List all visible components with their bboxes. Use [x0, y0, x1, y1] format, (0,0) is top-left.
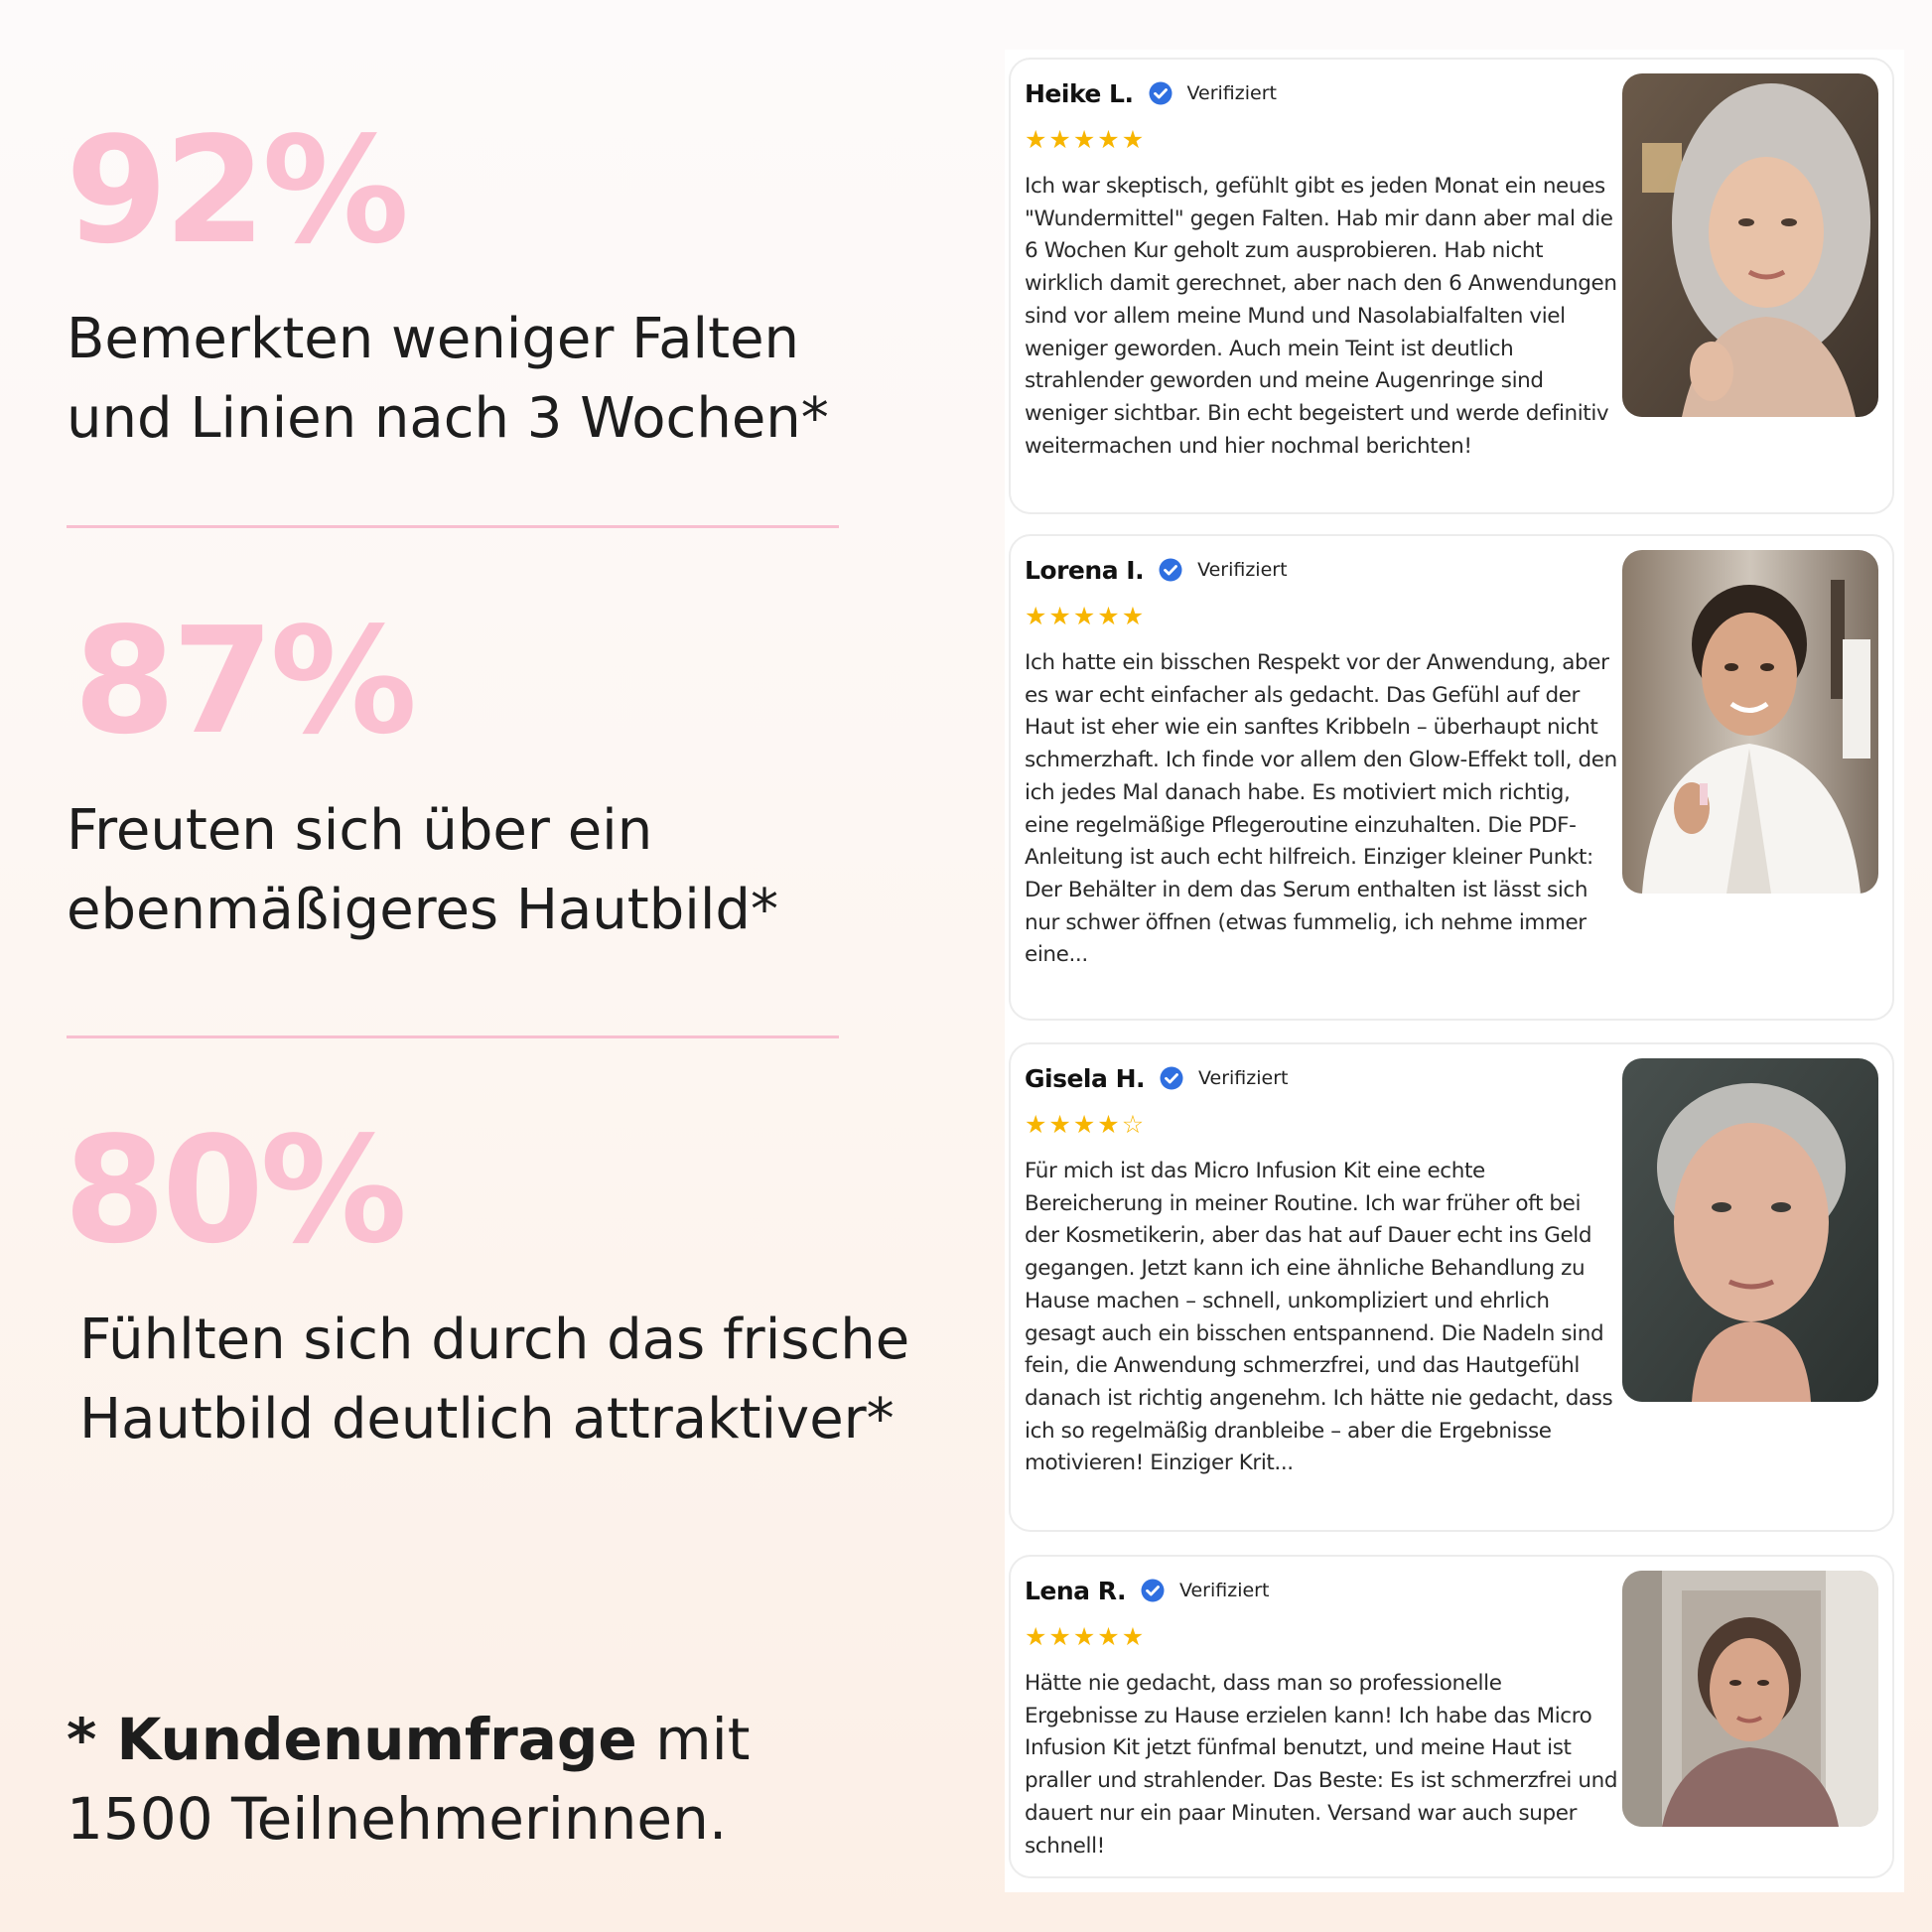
verified-label: Verifiziert — [1178, 1580, 1270, 1601]
verified-check-icon — [1148, 80, 1173, 106]
star-icon: ★ — [1048, 602, 1071, 630]
review-header — [1025, 550, 1620, 590]
reviewer-name: Gisela H. — [1025, 1063, 1145, 1093]
survey-footnote — [67, 1700, 751, 1859]
stat-description-line: Freuten sich über ein — [67, 798, 653, 863]
star-icon: ★ — [1048, 1622, 1071, 1651]
star-rating — [1025, 123, 1620, 157]
stat-description-line: Bemerkten weniger Falten — [67, 307, 800, 371]
star-icon: ★ — [1097, 1110, 1120, 1139]
star-icon: ★ — [1072, 1110, 1096, 1139]
reviewer-photo-icon — [1622, 1571, 1878, 1827]
stat-description — [67, 300, 829, 459]
star-icon: ★ — [1048, 125, 1071, 154]
review-card — [1009, 1042, 1894, 1532]
footnote-bold: * Kundenumfrage — [67, 1706, 637, 1773]
star-icon: ★ — [1025, 602, 1047, 630]
stat-description-line: Hautbild deutlich attraktiver* — [79, 1387, 895, 1451]
review-card — [1009, 534, 1894, 1021]
verified-label: Verifiziert — [1198, 1067, 1289, 1089]
star-icon: ★ — [1121, 602, 1145, 630]
star-icon: ★ — [1025, 1110, 1047, 1139]
verified-check-icon — [1159, 1065, 1184, 1091]
star-rating — [1025, 1620, 1620, 1654]
stat-percent: 87% — [73, 596, 414, 766]
stat-description-line: und Linien nach 3 Wochen* — [67, 386, 829, 451]
star-outline-icon: ☆ — [1121, 1110, 1145, 1139]
footnote-line-1 — [67, 1700, 751, 1779]
footnote-line-2: 1500 Teilnehmerinnen. — [67, 1785, 728, 1853]
review-header — [1025, 1058, 1620, 1098]
star-icon: ★ — [1048, 1110, 1071, 1139]
footnote-rest: mit — [636, 1706, 751, 1773]
stat-description — [79, 1301, 909, 1459]
divider — [67, 1035, 839, 1038]
verified-label: Verifiziert — [1186, 82, 1277, 104]
review-header — [1025, 1571, 1620, 1610]
verified-check-icon — [1140, 1578, 1166, 1603]
verified-label: Verifiziert — [1197, 559, 1288, 581]
star-icon: ★ — [1121, 1622, 1145, 1651]
review-card — [1009, 1555, 1894, 1878]
reviewer-photo-icon — [1622, 1058, 1878, 1402]
stat-description — [67, 791, 778, 950]
star-icon: ★ — [1025, 125, 1047, 154]
review-text: Hätte nie gedacht, dass man so professionelle Ergebnisse zu Hause erzielen kann! Ich habe das Micro Infusion Kit jetzt fünfmal benutzt, und meine Haut ist praller und strahlender. Das Beste: Es ist schmerzfrei und dauert nur ein paar Minuten. Versand war auch super schnell! — [1025, 1671, 1618, 1859]
star-icon: ★ — [1072, 602, 1096, 630]
review-header — [1025, 73, 1620, 113]
star-icon: ★ — [1072, 125, 1096, 154]
verified-check-icon — [1158, 557, 1183, 583]
divider — [67, 525, 839, 528]
star-icon: ★ — [1121, 125, 1145, 154]
reviewer-name: Lena R. — [1025, 1576, 1126, 1605]
stat-percent: 92% — [66, 105, 406, 276]
review-text: Ich war skeptisch, gefühlt gibt es jeden Monat ein neues "Wundermittel" gegen Falten. Hab mir dann aber mal die 6 Wochen Kur geholt zum ausprobieren. Hab nicht wirklich damit gerechnet, aber nach den 6 Anwendungen sind vor allem meine Mund und Nasolabialfalten viel weniger geworden. Auch mein Teint ist deutlich strahlender geworden und meine Augenringe sind weniger sichtbar. Bin echt begeistert und werde definitiv weitermachen und hier nochmal berichten! — [1025, 174, 1617, 459]
star-icon: ★ — [1072, 1622, 1096, 1651]
review-content — [1025, 1058, 1620, 1480]
star-rating — [1025, 1108, 1620, 1142]
stat-description-line: ebenmäßigeres Hautbild* — [67, 878, 778, 942]
reviewer-name: Heike L. — [1025, 78, 1134, 108]
review-card — [1009, 58, 1894, 514]
star-icon: ★ — [1097, 1622, 1120, 1651]
star-icon: ★ — [1097, 125, 1120, 154]
star-icon: ★ — [1097, 602, 1120, 630]
stat-percent: 80% — [64, 1105, 404, 1276]
reviewer-photo-icon — [1622, 73, 1878, 417]
stat-description-line: Fühlten sich durch das frische — [79, 1308, 910, 1372]
review-content — [1025, 1571, 1620, 1863]
star-icon: ★ — [1025, 1622, 1047, 1651]
review-text: Für mich ist das Micro Infusion Kit eine echte Bereicherung in meiner Routine. Ich war früher oft bei der Kosmetikerin, aber das hat auf Dauer echt ins Geld gegangen. Jetzt kann ich eine ähnliche Behandlung zu Hause machen – schnell, unkompliziert und ehrlich gesagt auch ein bisschen entspannend. Die Nadeln sind fein, die Anwendung schmerzfrei, und das Hautgefühl danach ist richtig angenehm. Ich hätte nie gedacht, dass ich so regelmäßig dranbleibe – aber die Ergebnisse motivieren! Einziger Krit... — [1025, 1159, 1613, 1476]
review-text: Ich hatte ein bisschen Respekt vor der Anwendung, aber es war echt einfacher als gedacht. Das Gefühl auf der Haut ist eher wie ein sanftes Kribbeln – überhaupt nicht schmerzhaft. Ich finde vor allem den Glow-Effekt toll, den ich jedes Mal danach habe. Es motiviert mich richtig, eine regelmäßige Pflegeroutine einzuhalten. Die PDF-Anleitung ist auch echt hilfreich. Einziger kleiner Punkt: Der Behälter in dem das Serum enthalten ist lässt sich nur schwer öffnen (etwas fummelig, ich nehme immer eine... — [1025, 650, 1617, 968]
review-content — [1025, 73, 1620, 463]
reviewer-name: Lorena I. — [1025, 555, 1145, 585]
review-content — [1025, 550, 1620, 972]
reviewer-photo-icon — [1622, 550, 1878, 894]
star-rating — [1025, 600, 1620, 633]
